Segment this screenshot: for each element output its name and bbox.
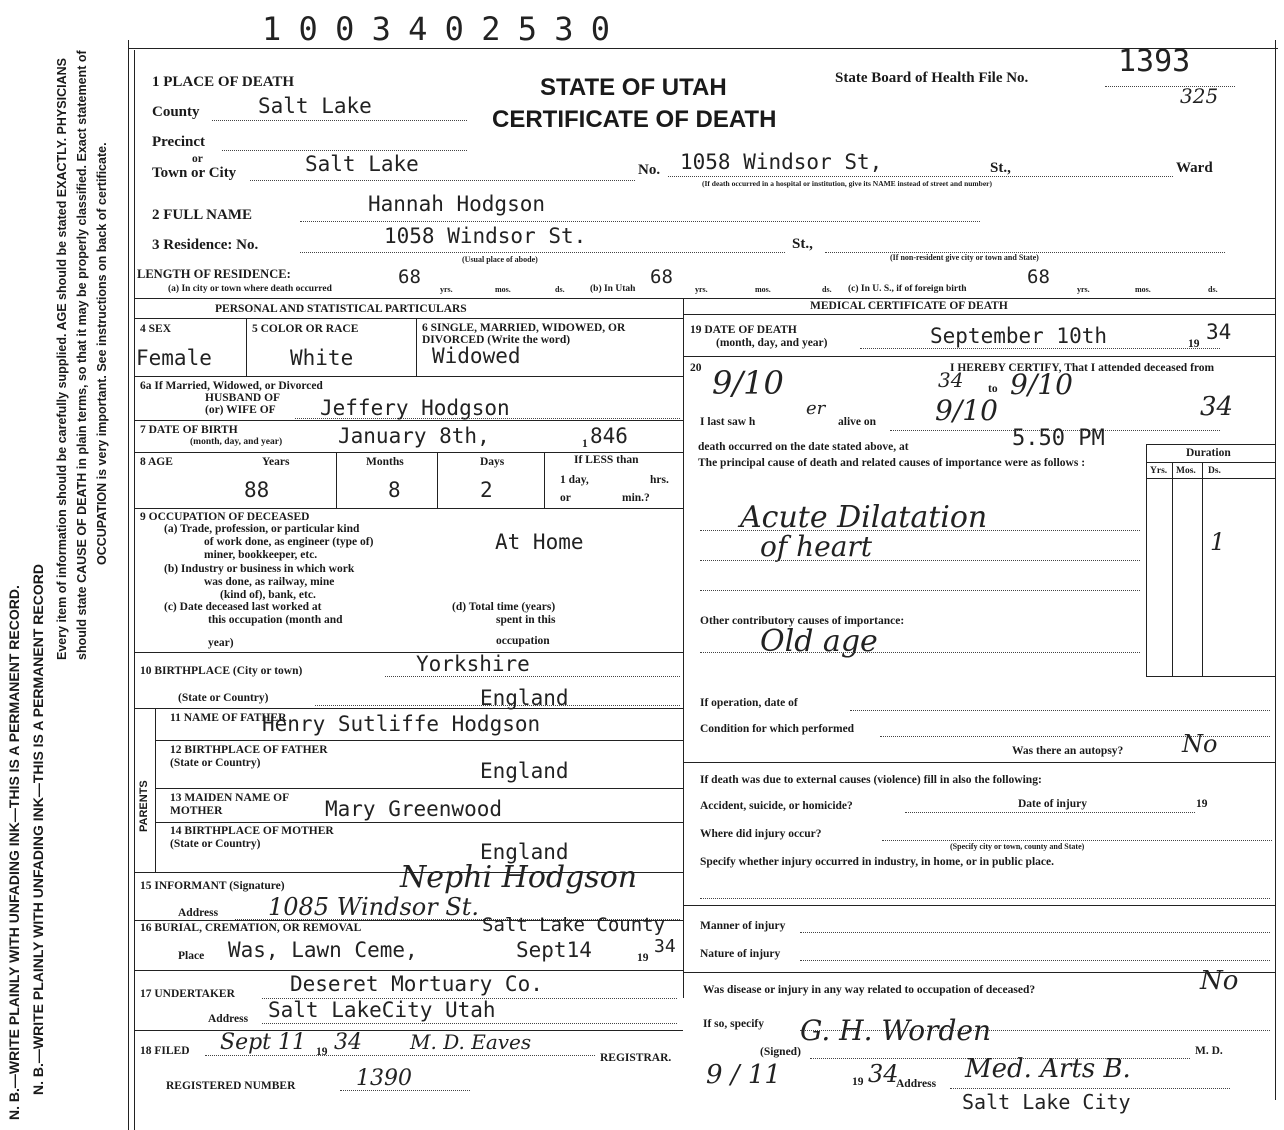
occupation-a3: miner, bookkeeper, etc. xyxy=(204,549,318,561)
burial-county: Salt Lake County xyxy=(482,914,666,936)
duration-label: Duration xyxy=(1186,447,1231,459)
autopsy-label: Was there an autopsy? xyxy=(1012,745,1124,757)
residence-a-mos: mos. xyxy=(495,285,511,294)
age-label: 8 AGE xyxy=(140,456,173,468)
condition-label: Condition for which performed xyxy=(700,723,855,735)
operation-label: If operation, date of xyxy=(700,697,798,709)
hrs-label: hrs. xyxy=(650,474,669,486)
last-saw-value: er xyxy=(806,398,826,419)
alive-on-value: 9/10 xyxy=(935,394,998,427)
residence-st-label: St., xyxy=(792,236,813,252)
margin-instruction-1: Every item of information should be carefully supplied. AGE should be stated EXACTLY. PHYSICIANS xyxy=(55,58,69,660)
father-birthplace-label: 12 BIRTHPLACE OF FATHER (State or Country) xyxy=(170,744,328,769)
dob-value: January 8th, xyxy=(338,424,490,448)
date-of-death-value: September 10th xyxy=(930,324,1108,348)
cause-label: The principal cause of death and related causes of importance were as follows : xyxy=(698,457,1086,469)
birthplace-state-label: (State or Country) xyxy=(178,692,269,704)
usual-abode-note: (Usual place of abode) xyxy=(462,255,538,264)
undertaker-address: Salt LakeCity Utah xyxy=(268,998,496,1022)
where-label: Where did injury occur? xyxy=(700,828,822,840)
occupation-b3: (kind of), bank, etc. xyxy=(220,589,316,601)
other-causes-label: Other contributory causes of importance: xyxy=(700,615,905,627)
mother-birthplace-label: 14 BIRTHPLACE OF MOTHER (State or Country) xyxy=(170,825,334,850)
physician-city: Salt Lake City xyxy=(962,1090,1131,1114)
residence-b-ds: ds. xyxy=(822,285,832,294)
or-label: or xyxy=(192,153,203,165)
sex-label: 4 SEX xyxy=(140,323,171,335)
town-label: Town or City xyxy=(152,165,237,181)
father-value: Henry Sutliffe Hodgson xyxy=(262,712,541,736)
father-birthplace-value: England xyxy=(480,759,569,783)
less-than-label: If LESS than xyxy=(574,454,639,466)
color-label: 5 COLOR OR RACE xyxy=(252,323,359,335)
cause-line-2: of heart xyxy=(760,530,873,563)
attended-from: 9/10 xyxy=(712,364,784,402)
state-file-label: State Board of Health File No. xyxy=(835,70,1029,86)
attended-to: 9/10 xyxy=(1010,368,1073,401)
state-title: STATE OF UTAH xyxy=(540,74,727,101)
occupation-question: Was disease or injury in any way related to occupation of deceased? xyxy=(703,984,1036,996)
attended-year: 34 xyxy=(938,368,964,392)
residence-a-ds: ds. xyxy=(555,285,565,294)
age-months-label: Months xyxy=(366,456,404,468)
or-min-label: or xyxy=(560,492,571,504)
residence-c-mos: mos. xyxy=(1135,285,1151,294)
dob-year: 846 xyxy=(590,424,628,448)
undertaker-name: Deseret Mortuary Co. xyxy=(290,972,543,996)
dob-year-prefix: 1 xyxy=(582,438,588,450)
parents-side-label: PARENTS xyxy=(138,780,150,832)
informant-address-label: Address xyxy=(178,907,219,919)
spouse-label-c: (or) WIFE OF xyxy=(205,404,276,416)
burial-place: Was, Lawn Ceme, xyxy=(228,938,418,962)
residence-c-ds: ds. xyxy=(1208,285,1218,294)
residence-value: 1058 Windsor St. xyxy=(384,224,587,248)
residence-a-yrs: yrs. xyxy=(440,285,453,294)
alive-on-year: 34 xyxy=(1200,392,1234,422)
registered-number-label: REGISTERED NUMBER xyxy=(166,1080,296,1092)
duration-mos: Mos. xyxy=(1176,466,1196,476)
st-label: St., xyxy=(990,160,1011,176)
residence-a-label: (a) In city or town where death occurred xyxy=(168,284,332,294)
filed-date: Sept 11 xyxy=(220,1030,307,1055)
registrar-label: REGISTRAR. xyxy=(600,1052,672,1064)
signature-date: 9 / 11 xyxy=(706,1060,781,1090)
occupation-d: (d) Total time (years) xyxy=(452,601,556,613)
sex-value: Female xyxy=(136,346,212,370)
marital-value: Widowed xyxy=(432,344,521,368)
occupation-value: At Home xyxy=(495,530,584,554)
occupation-b2: was done, as railway, mine xyxy=(204,576,335,588)
margin-instruction-2: should state CAUSE OF DEATH in plain terms, so that it may be properly classified. Exact statement of xyxy=(75,50,89,660)
residence-a-value: 68 xyxy=(398,266,421,288)
md-label: M. D. xyxy=(1195,1045,1223,1057)
place-of-death-heading: 1 PLACE OF DEATH xyxy=(152,74,295,90)
ward-label: Ward xyxy=(1176,160,1213,176)
state-file-subnumber: 325 xyxy=(1180,84,1219,108)
burial-year-prefix: 19 xyxy=(637,952,649,964)
nature-label: Nature of injury xyxy=(700,948,781,960)
date-of-death-year-prefix: 19 xyxy=(1188,338,1200,350)
precinct-label: Precinct xyxy=(152,134,206,150)
residence-b-value: 68 xyxy=(650,266,673,288)
margin-warning-2: N. B.—WRITE PLAINLY WITH UNFADING INK—THIS IS A PERMANENT RECORD xyxy=(30,564,46,1095)
residence-c-value: 68 xyxy=(1027,266,1050,288)
margin-instruction-3: OCCUPATION is very important. See instructions on back of certificate. xyxy=(95,142,109,565)
physician-signature: G. H. Worden xyxy=(800,1014,992,1047)
age-years-value: 88 xyxy=(244,478,270,502)
residence-b-label: (b) In Utah xyxy=(590,284,636,294)
min-label: min.? xyxy=(622,492,650,504)
physician-address-label: Address xyxy=(896,1078,937,1090)
manner-label: Manner of injury xyxy=(700,920,786,932)
death-time: 5.50 PM xyxy=(1012,426,1105,451)
accident-label: Accident, suicide, or homicide? xyxy=(700,800,853,812)
occupation-a2: of work done, as engineer (type of) xyxy=(204,536,374,548)
mother-label: 13 MAIDEN NAME OF MOTHER xyxy=(170,792,289,817)
street-no-label: No. xyxy=(638,162,661,178)
occupation-label: 9 OCCUPATION OF DECEASED xyxy=(140,511,310,523)
occupation-b: (b) Industry or business in which work xyxy=(164,563,355,575)
document-number: 1 0 0 3 4 0 2 5 3 0 xyxy=(262,10,610,48)
burial-year: 34 xyxy=(654,936,676,957)
signature-year-prefix: 19 xyxy=(852,1076,864,1088)
full-name-label: 2 FULL NAME xyxy=(152,207,253,223)
registrar-signature: M. D. Eaves xyxy=(410,1030,532,1054)
burial-place-label: Place xyxy=(178,950,205,962)
occupation-d2: spent in this xyxy=(496,614,556,626)
marital-label: 6 SINGLE, MARRIED, WIDOWED, OR DIVORCED (Write the word) xyxy=(422,322,626,346)
signed-label: (Signed) xyxy=(760,1046,801,1058)
signature-year: 34 xyxy=(868,1060,899,1088)
spouse-value: Jeffery Hodgson xyxy=(320,396,510,420)
birthplace-country: England xyxy=(480,686,569,710)
town-value: Salt Lake xyxy=(305,152,419,176)
last-saw-label: I last saw h xyxy=(700,416,756,428)
one-day-label: 1 day, xyxy=(560,474,589,486)
attended-to-label: to xyxy=(988,383,998,395)
undertaker-label: 17 UNDERTAKER xyxy=(140,988,235,1000)
informant-label: 15 INFORMANT (Signature) xyxy=(140,880,285,892)
certify-number: 20 xyxy=(690,362,702,374)
hospital-note: (If death occurred in a hospital or institution, give its NAME instead of street and number) xyxy=(702,179,993,188)
if-so-label: If so, specify xyxy=(703,1018,765,1030)
dob-sub: (month, day, and year) xyxy=(190,437,283,447)
dob-label: 7 DATE OF BIRTH xyxy=(140,424,238,436)
occupation-a: (a) Trade, profession, or particular kind xyxy=(164,523,360,535)
other-causes-value: Old age xyxy=(760,624,878,659)
residence-c-label: (c) In U. S., if of foreign birth xyxy=(848,284,967,294)
mother-birthplace-value: England xyxy=(480,840,569,864)
autopsy-value: No xyxy=(1182,730,1218,758)
registered-number-value: 1390 xyxy=(356,1066,412,1091)
age-years-label: Years xyxy=(262,456,290,468)
residence-c-yrs: yrs. xyxy=(1077,285,1090,294)
date-of-death-year: 34 xyxy=(1206,320,1232,344)
spouse-label-a: 6a If Married, Widowed, or Divorced xyxy=(140,380,323,392)
duration-yrs: Yrs. xyxy=(1150,466,1168,476)
occupation-d3: occupation xyxy=(496,635,550,647)
father-label: 11 NAME OF FATHER xyxy=(170,712,287,724)
injury-year-label: 19 xyxy=(1196,798,1208,810)
filed-year: 34 xyxy=(334,1030,362,1055)
full-name-value: Hannah Hodgson xyxy=(368,192,546,216)
occupation-c3: year) xyxy=(208,637,234,649)
nonresident-note: (If non-resident give city or town and State) xyxy=(890,253,1039,262)
personal-heading: PERSONAL AND STATISTICAL PARTICULARS xyxy=(215,303,467,315)
where-note: (Specify city or town, county and State) xyxy=(950,842,1085,851)
informant-address: 1085 Windsor St. xyxy=(268,893,480,921)
age-days-label: Days xyxy=(480,456,505,468)
residence-b-yrs: yrs. xyxy=(695,285,708,294)
occupation-c2: this occupation (month and xyxy=(208,614,343,626)
street-value: 1058 Windsor St, xyxy=(680,150,883,174)
informant-signature: Nephi Hodgson xyxy=(400,860,638,895)
length-residence-label: LENGTH OF RESIDENCE: xyxy=(137,267,291,281)
alive-on-label: alive on xyxy=(838,416,877,428)
spouse-label-b: HUSBAND OF xyxy=(205,392,281,404)
filed-year-prefix: 19 xyxy=(316,1046,328,1058)
certificate-title: CERTIFICATE OF DEATH xyxy=(492,106,777,133)
mother-value: Mary Greenwood xyxy=(325,797,503,821)
certify-label: I HEREBY CERTIFY, That I attended deceased from xyxy=(950,362,1215,374)
physician-address: Med. Arts B. xyxy=(965,1054,1131,1084)
margin-warning-1: N. B.—WRITE PLAINLY WITH UNFADING INK—THIS IS A PERMANENT RECORD. xyxy=(6,585,22,1120)
state-file-number: 1393 xyxy=(1118,44,1191,79)
cause-line-1: Acute Dilatation xyxy=(740,500,988,535)
county-label: County xyxy=(152,104,200,120)
injury-date-label: Date of injury xyxy=(1018,798,1087,810)
color-value: White xyxy=(290,346,354,370)
age-months-value: 8 xyxy=(388,478,401,502)
birthplace-city: Yorkshire xyxy=(416,652,530,676)
filed-label: 18 FILED xyxy=(140,1045,190,1057)
duration-ds: Ds. xyxy=(1208,466,1221,476)
residence-b-mos: mos. xyxy=(755,285,771,294)
date-of-death-label: 19 DATE OF DEATH xyxy=(690,324,797,336)
cause-duration: 1 xyxy=(1210,528,1226,556)
occupation-c: (c) Date deceased last worked at xyxy=(164,601,322,613)
burial-date: Sept14 xyxy=(516,938,592,962)
residence-label: 3 Residence: No. xyxy=(152,237,259,253)
occupation-answer: No xyxy=(1200,966,1239,996)
undertaker-address-label: Address xyxy=(208,1013,249,1025)
age-days-value: 2 xyxy=(480,478,493,502)
medical-heading: MEDICAL CERTIFICATE OF DEATH xyxy=(810,300,1008,312)
date-of-death-sub: (month, day, and year) xyxy=(716,337,828,349)
specify-label: Specify whether injury occurred in industry, in home, or in public place. xyxy=(700,856,1054,868)
county-value: Salt Lake xyxy=(258,94,372,118)
occurred-label: death occurred on the date stated above, at xyxy=(698,441,909,453)
burial-label: 16 BURIAL, CREMATION, OR REMOVAL xyxy=(140,922,362,934)
birthplace-label: 10 BIRTHPLACE (City or town) xyxy=(140,665,303,677)
external-label: If death was due to external causes (violence) fill in also the following: xyxy=(700,774,1042,786)
